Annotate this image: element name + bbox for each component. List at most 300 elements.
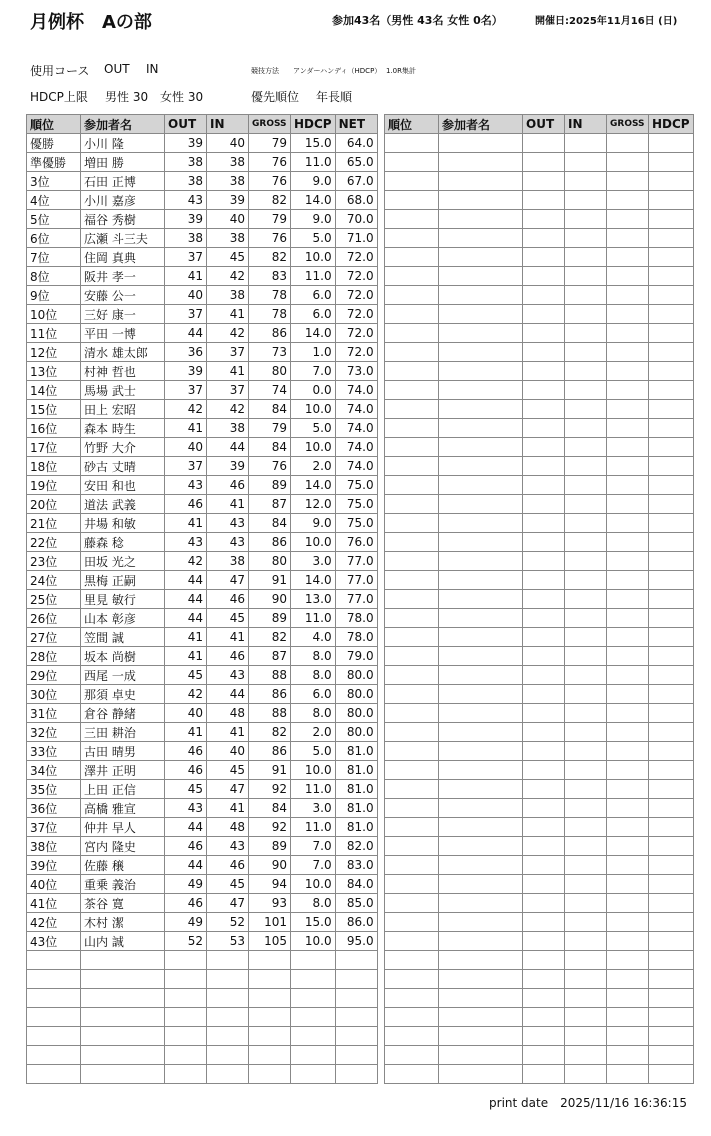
rank-cell (385, 989, 439, 1008)
gross-score-cell: 78 (249, 286, 291, 305)
in-score-cell (565, 191, 607, 210)
out-score-cell (165, 1046, 207, 1065)
gross-score-cell: 82 (249, 628, 291, 647)
results-table-left (26, 114, 378, 1084)
rank-cell (385, 894, 439, 913)
table-row (27, 571, 378, 590)
rank-cell (385, 761, 439, 780)
in-score-cell: 46 (207, 647, 249, 666)
out-score-cell: 45 (165, 666, 207, 685)
player-name-cell (81, 1065, 165, 1084)
player-name-cell (439, 894, 523, 913)
hdcp-cell (649, 153, 694, 172)
hdcp-cell: 10.0 (291, 875, 336, 894)
gross-score-cell (607, 571, 649, 590)
player-name-cell (439, 780, 523, 799)
out-score-cell: 41 (165, 723, 207, 742)
player-name-cell: 住岡 真典 (81, 248, 165, 267)
player-name-cell (439, 837, 523, 856)
out-score-cell (523, 286, 565, 305)
net-score-cell: 81.0 (335, 742, 377, 761)
rank-cell: 18位 (27, 457, 81, 476)
rank-cell: 39位 (27, 856, 81, 875)
in-score-cell (565, 723, 607, 742)
player-name-cell: 里見 敏行 (81, 590, 165, 609)
table-row (27, 495, 378, 514)
out-score-cell: 40 (165, 704, 207, 723)
net-score-cell: 65.0 (335, 153, 377, 172)
out-score-cell (523, 761, 565, 780)
rank-cell: 11位 (27, 324, 81, 343)
gross-score-cell (607, 780, 649, 799)
hdcp-cell: 8.0 (291, 894, 336, 913)
player-name-cell: 高橋 雅宣 (81, 799, 165, 818)
out-score-cell: 41 (165, 267, 207, 286)
in-score-cell (207, 970, 249, 989)
rank-cell: 4位 (27, 191, 81, 210)
hdcp-cell (649, 514, 694, 533)
net-score-cell: 72.0 (335, 305, 377, 324)
hdcp-cell (291, 1008, 336, 1027)
rank-cell: 34位 (27, 761, 81, 780)
in-score-cell (565, 989, 607, 1008)
hdcp-cell: 10.0 (291, 438, 336, 457)
rank-cell (385, 780, 439, 799)
player-name-cell: 砂古 丈晴 (81, 457, 165, 476)
in-score-cell: 52 (207, 913, 249, 932)
out-score-cell (523, 153, 565, 172)
out-score-cell (523, 742, 565, 761)
rank-cell: 28位 (27, 647, 81, 666)
in-score-cell (565, 286, 607, 305)
table-row (27, 305, 378, 324)
in-score-cell: 47 (207, 894, 249, 913)
net-score-cell: 74.0 (335, 457, 377, 476)
table-row (27, 780, 378, 799)
net-score-cell (335, 951, 377, 970)
rank-cell: 41位 (27, 894, 81, 913)
player-name-cell: 竹野 大介 (81, 438, 165, 457)
in-score-cell: 40 (207, 210, 249, 229)
player-name-cell (439, 381, 523, 400)
hdcp-cell (649, 647, 694, 666)
table-row (27, 343, 378, 362)
player-name-cell: 三好 康一 (81, 305, 165, 324)
empty-row (385, 989, 694, 1008)
player-name-cell (439, 533, 523, 552)
gross-score-cell (607, 1027, 649, 1046)
gross-score-cell (607, 267, 649, 286)
table-row (27, 647, 378, 666)
hdcp-cell: 2.0 (291, 457, 336, 476)
hdcp-cell (649, 400, 694, 419)
in-score-cell (565, 476, 607, 495)
hdcp-cell (649, 134, 694, 153)
out-score-cell (523, 799, 565, 818)
rank-cell (27, 970, 81, 989)
out-score-cell (523, 1008, 565, 1027)
in-score-cell (565, 343, 607, 362)
out-score-cell (165, 1065, 207, 1084)
hdcp-cell (649, 286, 694, 305)
rank-cell (385, 628, 439, 647)
table-row (27, 590, 378, 609)
out-score-cell: 39 (165, 134, 207, 153)
rank-cell: 20位 (27, 495, 81, 514)
out-score-cell (523, 837, 565, 856)
rank-cell (385, 552, 439, 571)
table-row (27, 818, 378, 837)
player-name-cell (81, 951, 165, 970)
priority-value: 年長順 (316, 90, 353, 104)
in-score-cell (565, 1027, 607, 1046)
rank-cell (385, 666, 439, 685)
player-name-cell (81, 970, 165, 989)
hdcp-cell: 15.0 (291, 913, 336, 932)
net-score-cell (335, 1065, 377, 1084)
net-score-cell: 77.0 (335, 590, 377, 609)
rank-cell (385, 742, 439, 761)
player-name-cell: 那須 卓史 (81, 685, 165, 704)
hdcp-cell: 10.0 (291, 761, 336, 780)
gross-score-cell (607, 666, 649, 685)
rank-cell (385, 970, 439, 989)
player-name-cell (439, 552, 523, 571)
net-score-cell: 74.0 (335, 419, 377, 438)
header-player: 参加者名 (439, 115, 523, 134)
rank-cell (385, 514, 439, 533)
in-score-cell (565, 685, 607, 704)
player-name-cell: 黒梅 正嗣 (81, 571, 165, 590)
hdcp-cell: 10.0 (291, 248, 336, 267)
net-score-cell (335, 970, 377, 989)
hdcp-cell (649, 1027, 694, 1046)
rank-cell: 21位 (27, 514, 81, 533)
table-row (27, 894, 378, 913)
gross-score-cell (607, 191, 649, 210)
gross-score-cell (607, 495, 649, 514)
in-score-cell (565, 134, 607, 153)
out-score-cell: 46 (165, 894, 207, 913)
hdcp-cell (649, 818, 694, 837)
rank-cell: 22位 (27, 533, 81, 552)
in-score-cell: 38 (207, 229, 249, 248)
player-name-cell: 福谷 秀樹 (81, 210, 165, 229)
table-row (27, 229, 378, 248)
net-score-cell: 78.0 (335, 628, 377, 647)
net-score-cell: 80.0 (335, 723, 377, 742)
in-score-cell (565, 894, 607, 913)
in-score-cell (565, 875, 607, 894)
hdcp-cell: 1.0 (291, 343, 336, 362)
out-score-cell: 44 (165, 324, 207, 343)
hdcp-cell: 5.0 (291, 742, 336, 761)
player-name-cell: 村神 哲也 (81, 362, 165, 381)
player-name-cell: 田上 宏昭 (81, 400, 165, 419)
table-row (27, 666, 378, 685)
gross-score-cell (607, 400, 649, 419)
in-score-cell (565, 514, 607, 533)
net-score-cell: 72.0 (335, 286, 377, 305)
hdcp-cell: 6.0 (291, 305, 336, 324)
gross-score-cell: 92 (249, 780, 291, 799)
out-score-cell (523, 495, 565, 514)
table-row (27, 419, 378, 438)
in-score-cell: 42 (207, 324, 249, 343)
rank-cell (385, 647, 439, 666)
empty-row (385, 913, 694, 932)
out-score-cell (165, 970, 207, 989)
rank-cell: 17位 (27, 438, 81, 457)
empty-row (385, 742, 694, 761)
empty-row (385, 153, 694, 172)
in-score-cell: 38 (207, 172, 249, 191)
hdcp-cell: 8.0 (291, 666, 336, 685)
out-score-cell (523, 172, 565, 191)
empty-row (385, 267, 694, 286)
in-score-cell: 38 (207, 419, 249, 438)
rank-cell (385, 267, 439, 286)
gross-score-cell: 79 (249, 419, 291, 438)
out-score-cell: 37 (165, 248, 207, 267)
player-name-cell (439, 495, 523, 514)
hdcp-cell: 9.0 (291, 210, 336, 229)
gross-score-cell: 89 (249, 609, 291, 628)
gross-score-cell: 84 (249, 400, 291, 419)
in-score-cell: 38 (207, 552, 249, 571)
header-in: IN (565, 115, 607, 134)
hdcp-cell (649, 685, 694, 704)
gross-score-cell (607, 419, 649, 438)
hdcp-cell (649, 837, 694, 856)
gross-score-cell (607, 476, 649, 495)
table-row (27, 723, 378, 742)
player-name-cell (439, 210, 523, 229)
hdcp-cell: 11.0 (291, 818, 336, 837)
gross-score-cell (249, 1008, 291, 1027)
hdcp-cell (649, 229, 694, 248)
empty-row (385, 514, 694, 533)
hdcp-cell (649, 248, 694, 267)
rank-cell (385, 799, 439, 818)
out-score-cell (523, 1027, 565, 1046)
out-score-cell: 36 (165, 343, 207, 362)
player-name-cell: 田坂 光之 (81, 552, 165, 571)
rank-cell (385, 913, 439, 932)
rank-cell (27, 1065, 81, 1084)
header-player: 参加者名 (81, 115, 165, 134)
rank-cell: 25位 (27, 590, 81, 609)
in-score-cell: 42 (207, 267, 249, 286)
player-name-cell: 増田 勝 (81, 153, 165, 172)
gross-score-cell (607, 590, 649, 609)
hdcp-cell: 14.0 (291, 571, 336, 590)
hdcp-cell (649, 894, 694, 913)
gross-score-cell (607, 970, 649, 989)
gross-score-cell: 86 (249, 533, 291, 552)
out-score-cell: 37 (165, 305, 207, 324)
empty-row (27, 970, 378, 989)
header-hdcp: HDCP (291, 115, 336, 134)
rank-cell (385, 457, 439, 476)
player-name-cell (439, 704, 523, 723)
rank-cell (385, 134, 439, 153)
empty-row (27, 989, 378, 1008)
empty-row (385, 704, 694, 723)
table-row (27, 533, 378, 552)
gross-score-cell (607, 305, 649, 324)
out-score-cell: 46 (165, 742, 207, 761)
in-score-cell: 41 (207, 362, 249, 381)
out-score-cell (523, 609, 565, 628)
net-score-cell (335, 1008, 377, 1027)
net-score-cell: 72.0 (335, 343, 377, 362)
out-score-cell: 46 (165, 837, 207, 856)
hdcp-cell (649, 799, 694, 818)
rank-cell (385, 153, 439, 172)
hdcp-cell: 15.0 (291, 134, 336, 153)
rank-cell (385, 343, 439, 362)
out-score-cell: 44 (165, 856, 207, 875)
priority-label: 優先順位 (251, 90, 300, 104)
gross-score-cell (607, 875, 649, 894)
in-score-cell (565, 533, 607, 552)
hdcp-cell (291, 970, 336, 989)
rank-cell: 37位 (27, 818, 81, 837)
hdcp-cell (649, 381, 694, 400)
gross-score-cell: 76 (249, 153, 291, 172)
empty-row (385, 837, 694, 856)
rank-cell (385, 381, 439, 400)
in-score-cell: 38 (207, 153, 249, 172)
table-row (27, 628, 378, 647)
rank-cell: 6位 (27, 229, 81, 248)
in-score-cell: 48 (207, 704, 249, 723)
in-score-cell (565, 913, 607, 932)
hdcp-cell (649, 210, 694, 229)
in-score-cell (565, 571, 607, 590)
gross-score-cell (607, 438, 649, 457)
player-name-cell (439, 305, 523, 324)
gross-score-cell (249, 1027, 291, 1046)
rank-cell (385, 1065, 439, 1084)
in-score-cell (565, 495, 607, 514)
header-in: IN (207, 115, 249, 134)
rank-cell: 43位 (27, 932, 81, 951)
hdcp-cell (649, 913, 694, 932)
in-score-cell: 43 (207, 514, 249, 533)
rank-cell: 14位 (27, 381, 81, 400)
hdcp-cell (649, 704, 694, 723)
player-name-cell (439, 134, 523, 153)
rank-cell (385, 476, 439, 495)
gross-score-cell: 86 (249, 324, 291, 343)
empty-row (385, 685, 694, 704)
empty-row (385, 1065, 694, 1084)
out-score-cell (523, 989, 565, 1008)
hdcp-cell: 10.0 (291, 932, 336, 951)
out-score-cell: 43 (165, 799, 207, 818)
out-score-cell (523, 666, 565, 685)
player-name-cell (439, 229, 523, 248)
rank-cell: 10位 (27, 305, 81, 324)
in-score-cell (207, 989, 249, 1008)
in-score-cell (565, 951, 607, 970)
out-score-cell (523, 856, 565, 875)
hdcp-cell (649, 1065, 694, 1084)
player-name-cell: 木村 潔 (81, 913, 165, 932)
table-header-row (27, 115, 378, 134)
hdcp-cell (649, 571, 694, 590)
in-score-cell: 46 (207, 590, 249, 609)
out-score-cell: 38 (165, 153, 207, 172)
player-name-cell (439, 856, 523, 875)
empty-row (385, 1008, 694, 1027)
in-score-cell (207, 1008, 249, 1027)
hdcp-cell: 5.0 (291, 419, 336, 438)
rank-cell (385, 438, 439, 457)
empty-row (385, 457, 694, 476)
out-score-cell: 44 (165, 818, 207, 837)
rank-cell (385, 609, 439, 628)
gross-score-cell (607, 552, 649, 571)
gross-score-cell: 86 (249, 685, 291, 704)
gross-score-cell: 84 (249, 514, 291, 533)
net-score-cell: 81.0 (335, 799, 377, 818)
rank-cell (385, 571, 439, 590)
rank-cell: 7位 (27, 248, 81, 267)
out-score-cell (523, 913, 565, 932)
hdcp-cell (649, 989, 694, 1008)
gross-score-cell: 105 (249, 932, 291, 951)
hdcp-cell (291, 1027, 336, 1046)
rank-cell (385, 818, 439, 837)
out-score-cell: 42 (165, 552, 207, 571)
net-score-cell: 74.0 (335, 400, 377, 419)
out-score-cell: 40 (165, 286, 207, 305)
player-name-cell (439, 666, 523, 685)
net-score-cell: 72.0 (335, 267, 377, 286)
hdcp-cell (649, 932, 694, 951)
out-score-cell: 44 (165, 609, 207, 628)
gross-score-cell: 82 (249, 723, 291, 742)
gross-score-cell (607, 172, 649, 191)
hdcp-cell (649, 1008, 694, 1027)
header-out: OUT (165, 115, 207, 134)
out-score-cell: 38 (165, 229, 207, 248)
in-score-cell (565, 324, 607, 343)
hdcp-limit-male: 男性 30 (105, 90, 149, 104)
rank-cell: 26位 (27, 609, 81, 628)
table-row (27, 837, 378, 856)
gross-score-cell: 76 (249, 457, 291, 476)
player-name-cell (439, 343, 523, 362)
out-score-cell (523, 191, 565, 210)
gross-score-cell (607, 153, 649, 172)
in-score-cell: 42 (207, 400, 249, 419)
player-name-cell: 佐藤 穣 (81, 856, 165, 875)
hdcp-cell: 2.0 (291, 723, 336, 742)
gross-score-cell: 86 (249, 742, 291, 761)
hdcp-cell: 0.0 (291, 381, 336, 400)
table-row (27, 210, 378, 229)
empty-row (385, 210, 694, 229)
table-row (27, 761, 378, 780)
table-row (27, 799, 378, 818)
out-score-cell (165, 951, 207, 970)
gross-score-cell (607, 647, 649, 666)
in-score-cell: 37 (207, 381, 249, 400)
